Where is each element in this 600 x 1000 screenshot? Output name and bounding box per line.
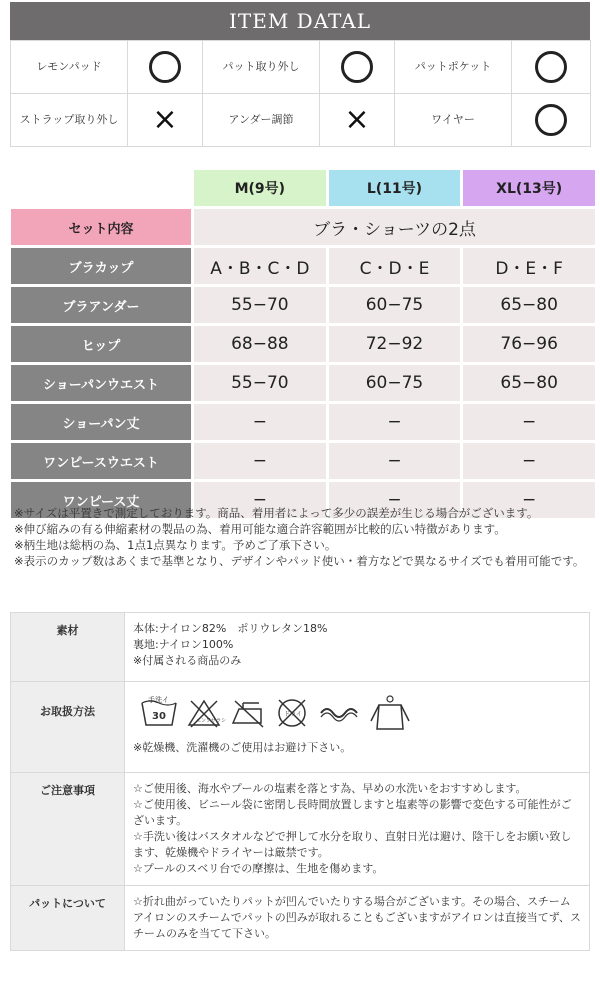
size-table — [8, 167, 598, 521]
size-row — [11, 326, 595, 362]
size-cell: − — [463, 482, 595, 518]
size-cell: A・B・C・D — [194, 248, 326, 284]
section-title: ITEM DATAL — [10, 2, 590, 40]
feature-row — [11, 94, 591, 147]
note-line: ※伸び縮みの有る伸縮素材の製品の為、着用可能な適合許容範囲が比較的広い特徴があります。 — [14, 522, 506, 536]
info-row-caution — [11, 773, 590, 886]
size-cell: 76−96 — [463, 326, 595, 362]
size-row — [11, 287, 595, 323]
size-cell: 65−80 — [463, 365, 595, 401]
size-cell: 55−70 — [194, 287, 326, 323]
size-header-m: M(9号) — [194, 170, 326, 206]
material-label: 素材 — [11, 613, 125, 682]
care-label: お取扱方法 — [11, 682, 125, 773]
size-cell: − — [329, 404, 461, 440]
size-cell: − — [463, 404, 595, 440]
feature-row — [11, 41, 591, 94]
caution-line: ☆ご使用後、海水やプールの塩素を落とす為、早めの水洗いをおすすめします。 — [133, 782, 527, 795]
size-cell: − — [194, 404, 326, 440]
feature-label-under-adjust: アンダー調節 — [203, 94, 320, 147]
size-notes — [14, 505, 594, 569]
dry-clean-label: ドライ — [284, 710, 302, 718]
size-cell: D・E・F — [463, 248, 595, 284]
size-cell: 60−75 — [329, 287, 461, 323]
bleach-label: エンソサラシ — [196, 717, 227, 724]
hang-dry-icon — [369, 693, 411, 738]
size-cell: − — [329, 443, 461, 479]
material-line: ※付属される商品のみ — [133, 654, 242, 667]
size-cell: − — [194, 482, 326, 518]
feature-table — [10, 40, 591, 147]
care-icons — [139, 692, 581, 738]
care-note: ※乾燥機、洗濯機のご使用はお避け下さい。 — [133, 741, 352, 754]
info-row-pad — [11, 886, 590, 951]
info-row-material — [11, 613, 590, 682]
feature-label-pad-removable: パット取り外し — [203, 41, 320, 94]
no-bleach-icon — [185, 695, 227, 736]
feature-mark-pad-removable — [320, 41, 395, 94]
cross-icon: × — [128, 94, 203, 147]
size-row-label: ブラアンダー — [11, 287, 191, 323]
caution-value — [125, 773, 590, 886]
feature-mark-pad-pocket — [512, 41, 591, 94]
caution-label: ご注意事項 — [11, 773, 125, 886]
feature-mark-lemon-pad — [128, 41, 203, 94]
size-cell: C・D・E — [329, 248, 461, 284]
caution-line: ☆プールのスベリ台での摩擦は、生地を傷めます。 — [133, 862, 384, 875]
caution-line: ☆手洗い後はバスタオルなどで押して水分を取り、直射日光は避け、陰干しをお願い致します、乾燥機やドライヤーは厳禁です。 — [133, 830, 572, 859]
size-header-xl: XL(13号) — [463, 170, 595, 206]
feature-label-lemon-pad: レモンパッド — [11, 41, 128, 94]
size-row-label: ショーパン丈 — [11, 404, 191, 440]
circle-icon — [149, 51, 181, 83]
set-contents-value: ブラ・ショーツの2点 — [194, 209, 595, 245]
cross-icon: × — [320, 94, 395, 147]
hand-wash-icon — [139, 695, 179, 736]
feature-mark-wire — [512, 94, 591, 147]
set-contents-row — [11, 209, 595, 245]
product-info-table — [10, 612, 590, 951]
iron-icon — [229, 695, 267, 736]
caution-line: ☆ご使用後、ビニール袋に密閉し長時間放置しますと塩素等の影響で変色する可能性がございます。 — [133, 798, 572, 827]
info-row-care — [11, 682, 590, 773]
hand-wash-label: 手洗イ — [148, 695, 169, 704]
size-header-l: L(11号) — [329, 170, 461, 206]
size-row-label: ブラカップ — [11, 248, 191, 284]
pad-label: パットについて — [11, 886, 125, 951]
material-value — [125, 613, 590, 682]
size-cell: − — [194, 443, 326, 479]
care-value — [125, 682, 590, 773]
size-cell: 55−70 — [194, 365, 326, 401]
note-line: ※表示のカップ数はあくまで基準となり、デザインやパッド使い・着方などで異なるサイズでも着用可能です。 — [14, 554, 585, 568]
size-row — [11, 365, 595, 401]
feature-label-wire: ワイヤー — [395, 94, 512, 147]
size-cell: − — [463, 443, 595, 479]
size-cell: 60−75 — [329, 365, 461, 401]
feature-label-pad-pocket: パットポケット — [395, 41, 512, 94]
circle-icon — [535, 104, 567, 136]
pad-value: ☆折れ曲がっていたりパットが凹んでいたりする場合がございます。その場合、スチームアイロンのスチームでパットの凹みが取れることもございますがアイロンは直接当てず、スチームのみを当てて下さい。 — [125, 886, 590, 951]
size-row-label: ヒップ — [11, 326, 191, 362]
material-line: 本体:ナイロン82% ポリウレタン18% — [133, 622, 328, 635]
size-row-label: ショーパンウエスト — [11, 365, 191, 401]
size-header-blank — [11, 170, 191, 206]
size-row — [11, 248, 595, 284]
wring-icon — [317, 695, 363, 736]
circle-icon — [535, 51, 567, 83]
circle-icon — [341, 51, 373, 83]
size-row — [11, 404, 595, 440]
size-cell: 72−92 — [329, 326, 461, 362]
material-line: 裏地:ナイロン100% — [133, 638, 234, 651]
size-cell: − — [329, 482, 461, 518]
size-row-label: ワンピース丈 — [11, 482, 191, 518]
note-line: ※柄生地は総柄の為、1点1点異なります。予めご了承下さい。 — [14, 538, 337, 552]
no-dry-clean-icon — [273, 695, 311, 736]
size-cell: 68−88 — [194, 326, 326, 362]
size-cell: 65−80 — [463, 287, 595, 323]
size-header-row — [11, 170, 595, 206]
size-row-label: ワンピースウエスト — [11, 443, 191, 479]
set-contents-label: セット内容 — [11, 209, 191, 245]
size-row — [11, 443, 595, 479]
wash-temperature: 30 — [152, 710, 166, 722]
feature-label-strap-removable: ストラップ取り外し — [11, 94, 128, 147]
note-line: ※サイズは平置きで測定しております。商品、着用者によって多少の誤差が生じる場合がございます。 — [14, 506, 539, 520]
